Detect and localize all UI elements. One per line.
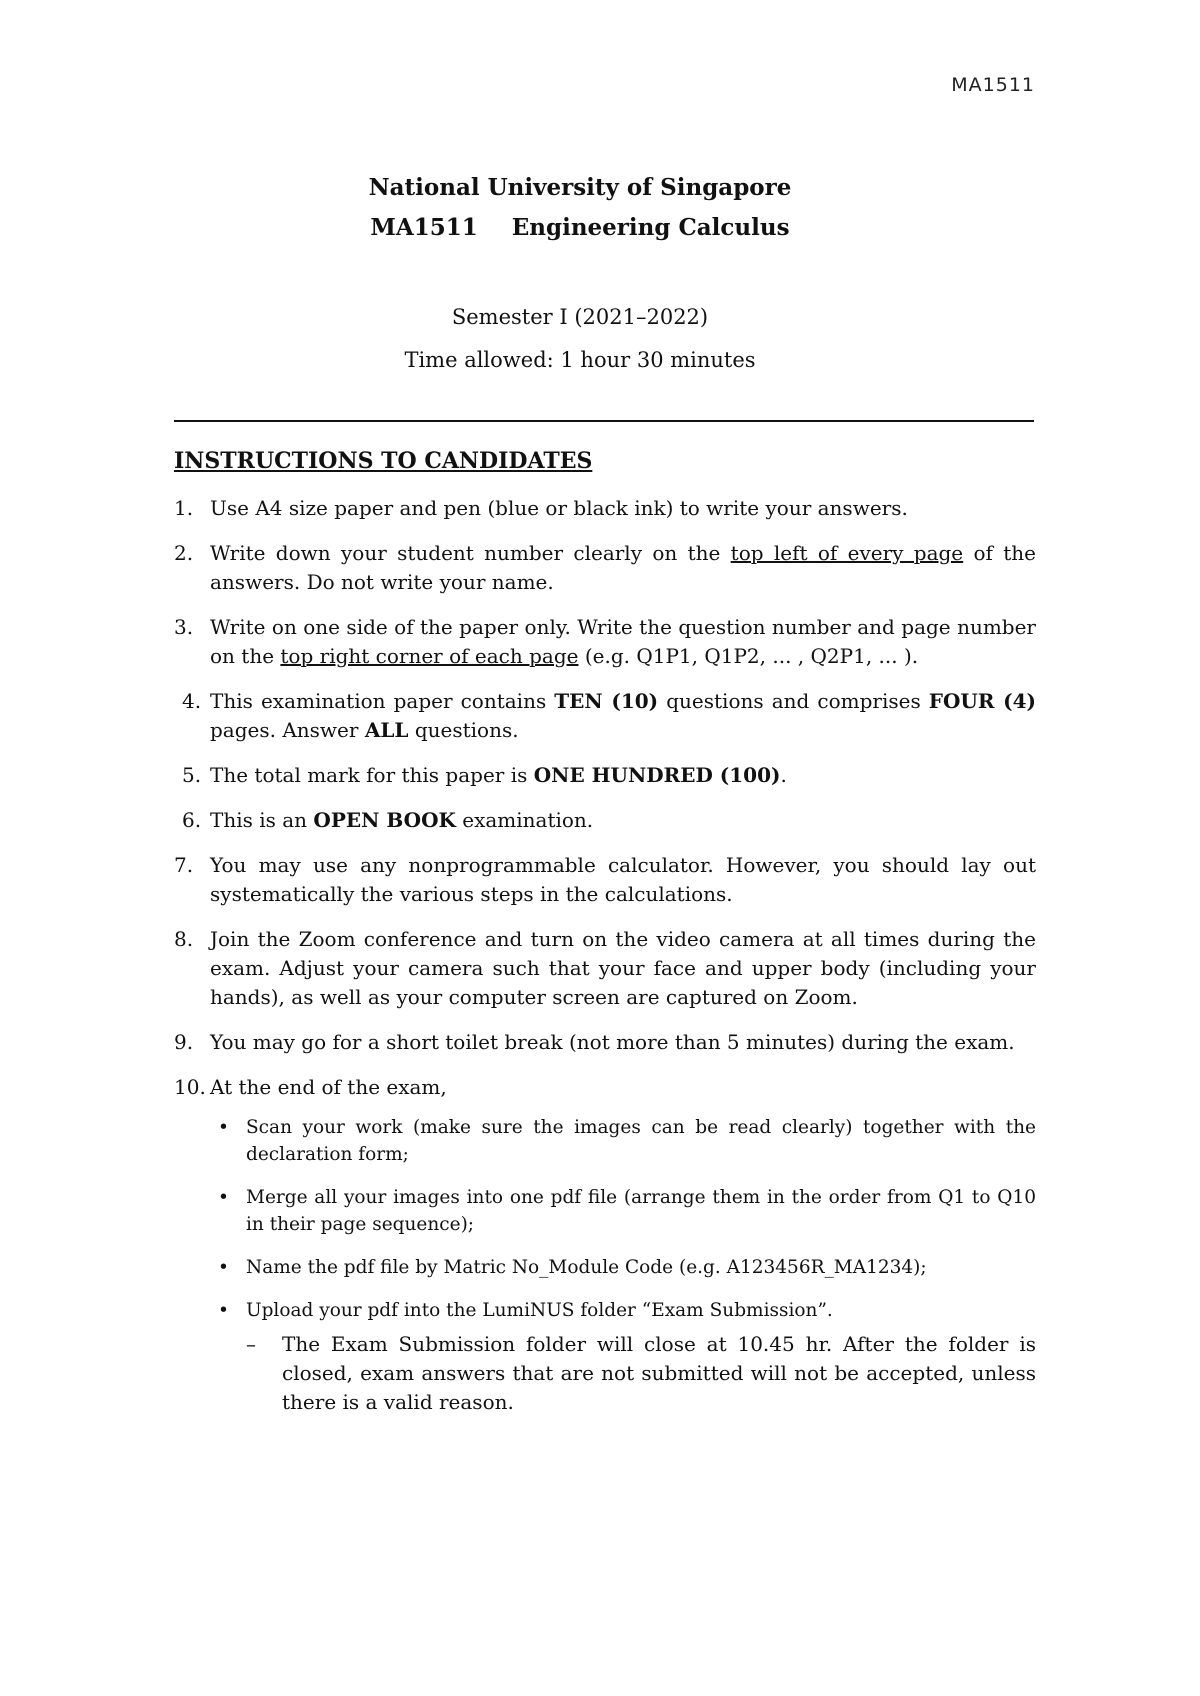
instruction-text: Use A4 size paper and pen (blue or black ink) to write your answers. xyxy=(210,496,908,520)
instruction-number: 10. xyxy=(174,1075,206,1099)
dash-icon: – xyxy=(246,1332,256,1356)
instruction-text-mid: questions and comprises xyxy=(658,689,929,713)
instruction-item xyxy=(174,613,1036,671)
instruction-item xyxy=(174,1028,1036,1057)
submission-step xyxy=(210,1297,1036,1417)
instruction-underlined: top right corner of each page xyxy=(280,644,579,668)
instruction-item xyxy=(174,761,1036,790)
submission-steps-list xyxy=(210,1114,1036,1417)
instruction-item xyxy=(174,539,1036,597)
instruction-text-pre: This is an xyxy=(210,808,314,832)
instruction-number: 9. xyxy=(174,1030,194,1054)
instruction-text-pre: This examination paper contains xyxy=(210,689,555,713)
instruction-text-post: . xyxy=(780,763,787,787)
instruction-item xyxy=(174,494,1036,523)
instruction-text-post: questions. xyxy=(408,718,519,742)
time-allowed: Time allowed: 1 hour 30 minutes xyxy=(404,348,756,372)
submission-step-text: Scan your work (make sure the images can be read clearly) together with the declaration form; xyxy=(246,1117,1036,1165)
instruction-number: 6. xyxy=(182,808,202,832)
instruction-text: Join the Zoom conference and turn on the video camera at all times during the exam. Adjust your camera such that your face and upper body (including your hands), as well as your computer screen are captured on Zoom. xyxy=(210,927,1036,1009)
course-name: Engineering Calculus xyxy=(511,214,790,241)
instruction-item xyxy=(174,1073,1036,1417)
semester: Semester I (2021–2022) xyxy=(451,305,709,329)
header-module-code: MA1511 xyxy=(951,74,1035,96)
instruction-text-post: (e.g. Q1P1, Q1P2, ... , Q2P1, ... ). xyxy=(578,644,919,668)
instruction-text-post: examination. xyxy=(455,808,594,832)
horizontal-rule xyxy=(174,420,1034,422)
instruction-text: You may go for a short toilet break (not more than 5 minutes) during the exam. xyxy=(210,1030,1015,1054)
university-name: National University of Singapore xyxy=(368,174,792,201)
instruction-text-pre: The total mark for this paper is xyxy=(210,763,534,787)
semester-block xyxy=(0,296,1160,382)
instruction-bold: FOUR (4) xyxy=(928,689,1037,713)
instruction-item xyxy=(174,925,1036,1012)
instruction-bold: ALL xyxy=(364,718,409,742)
instruction-number: 4. xyxy=(182,689,202,713)
submission-step xyxy=(210,1114,1036,1168)
instruction-number: 5. xyxy=(182,763,202,787)
bullet-icon: • xyxy=(218,1187,229,1208)
instruction-number: 3. xyxy=(174,615,194,639)
submission-step xyxy=(210,1254,1036,1281)
bullet-icon: • xyxy=(218,1257,229,1278)
bullet-icon: • xyxy=(218,1300,229,1321)
course-title-line xyxy=(0,208,1160,248)
submission-step xyxy=(210,1184,1036,1238)
instruction-text-pre: Write down your student number clearly on the xyxy=(210,541,731,565)
instruction-text-pre: Write on one side of the paper only. Write the question number and page number on the xyxy=(210,615,1036,668)
instruction-text: At the end of the exam, xyxy=(210,1075,447,1099)
instruction-text: You may use any nonprogrammable calculator. However, you should lay out systematically the various steps in the calculations. xyxy=(210,853,1036,906)
instruction-text-post: of the answers. Do not write your name. xyxy=(210,541,1036,594)
instruction-underlined: top left of every page xyxy=(730,541,964,565)
submission-deadline-text: The Exam Submission folder will close at 10.45 hr. After the folder is closed, exam answers that are not submitted will not be accepted, unless there is a valid reason. xyxy=(282,1332,1036,1414)
instructions-heading: INSTRUCTIONS TO CANDIDATES xyxy=(174,448,593,474)
instruction-bold: ONE HUNDRED (100) xyxy=(533,763,781,787)
instruction-number: 2. xyxy=(174,541,194,565)
instruction-text-mid: pages. Answer xyxy=(210,718,365,742)
instruction-item xyxy=(174,851,1036,909)
instruction-bold: TEN (10) xyxy=(554,689,659,713)
instruction-bold: OPEN BOOK xyxy=(313,808,456,832)
instruction-number: 8. xyxy=(174,927,194,951)
submission-step-text: Name the pdf file by Matric No_Module Code (e.g. A123456R_MA1234); xyxy=(246,1257,927,1278)
instruction-item xyxy=(174,806,1036,835)
submission-step-text: Upload your pdf into the LumiNUS folder “Exam Submission”. xyxy=(246,1300,833,1321)
instruction-number: 7. xyxy=(174,853,194,877)
submission-deadline-note xyxy=(246,1330,1036,1417)
bullet-icon: • xyxy=(218,1117,229,1138)
submission-step-text: Merge all your images into one pdf file (arrange them in the order from Q1 to Q10 in their page sequence); xyxy=(246,1187,1036,1235)
instruction-item xyxy=(174,687,1036,745)
instructions-list xyxy=(174,494,1036,1433)
title-block xyxy=(0,168,1160,248)
course-code: MA1511 xyxy=(370,214,478,241)
instruction-number: 1. xyxy=(174,496,194,520)
